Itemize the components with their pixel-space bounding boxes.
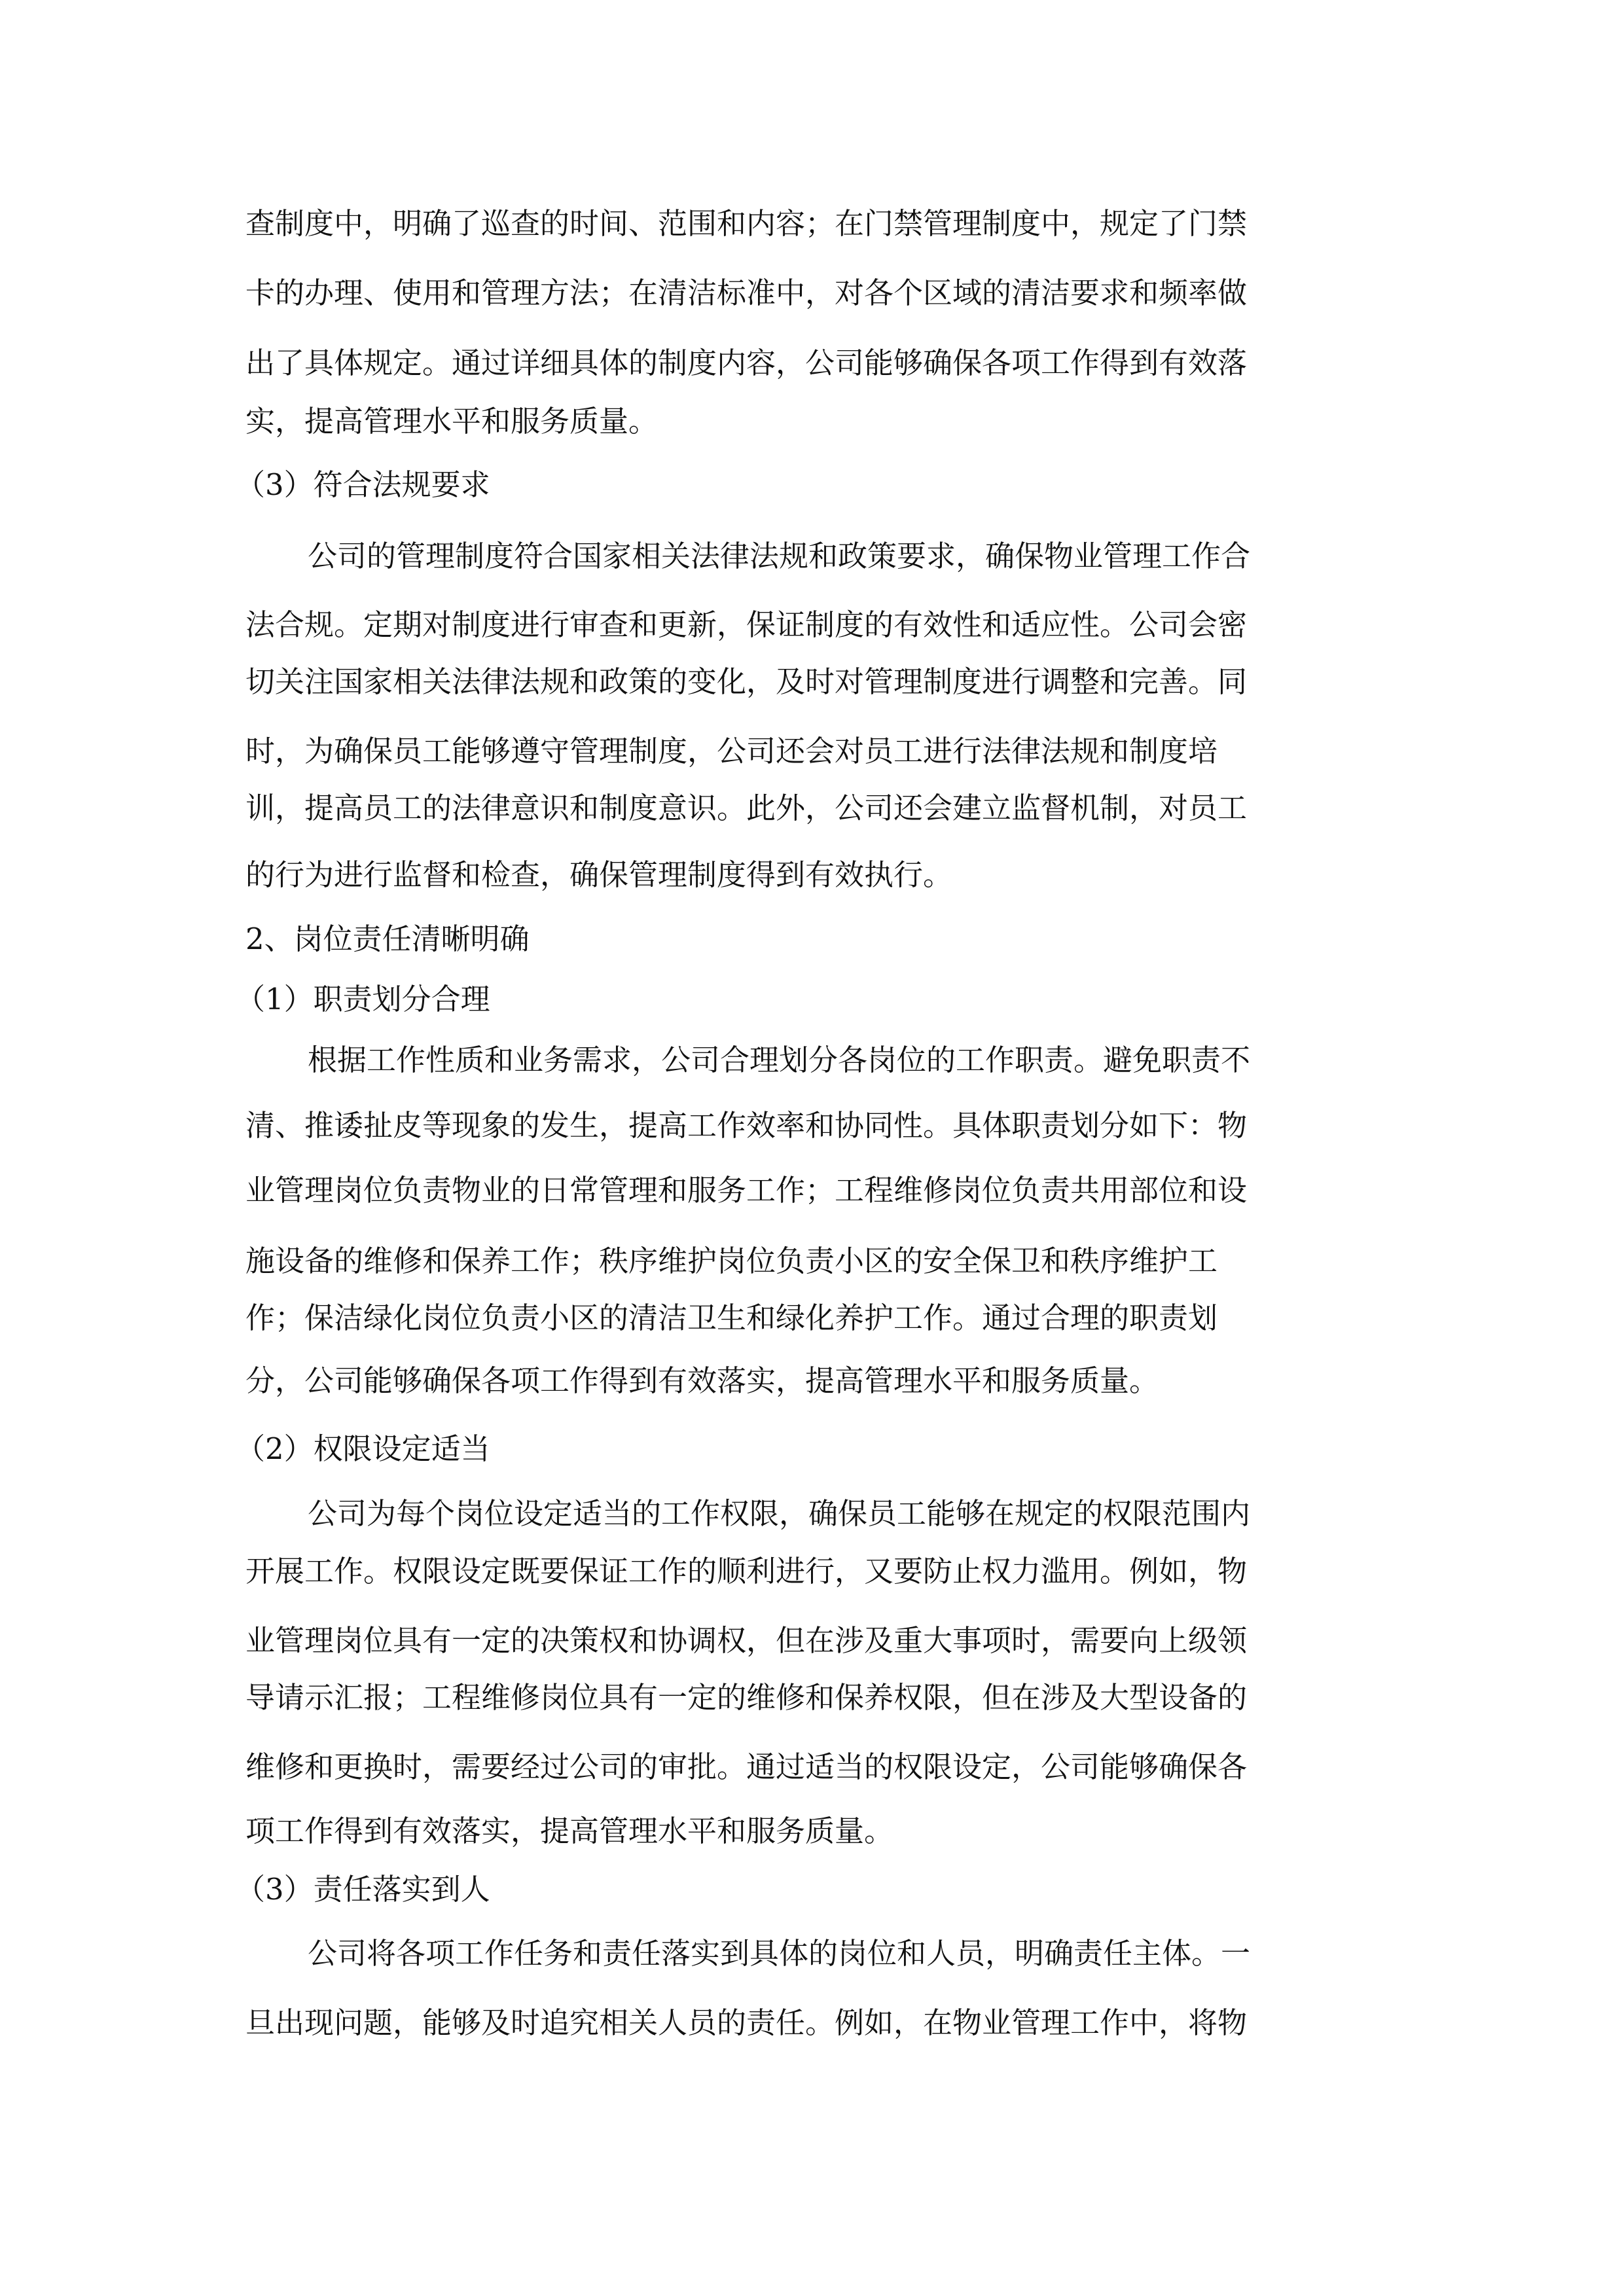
body-text-line: 训，提高员工的法律意识和制度意识。此外，公司还会建立监督机制，对员工 xyxy=(245,791,1248,825)
body-text-line: 清、推诿扯皮等现象的发生，提高工作效率和协同性。具体职责划分如下：物 xyxy=(245,1108,1248,1143)
body-text-line: 出了具体规定。通过详细具体的制度内容，公司能够确保各项工作得到有效落 xyxy=(245,346,1248,380)
body-text-line: 实，提高管理水平和服务质量。 xyxy=(245,404,659,439)
subsection-heading: （2）权限设定适当 xyxy=(236,1431,490,1466)
body-text-line: 的行为进行监督和检查，确保管理制度得到有效执行。 xyxy=(245,857,953,892)
body-text-line: 公司的管理制度符合国家相关法律法规和政策要求，确保物业管理工作合 xyxy=(308,539,1251,573)
body-text-line: 公司将各项工作任务和责任落实到具体的岗位和人员，明确责任主体。一 xyxy=(308,1936,1251,1971)
body-text-line: 施设备的维修和保养工作；秩序维护岗位负责小区的安全保卫和秩序维护工 xyxy=(245,1244,1218,1278)
body-text-line: 旦出现问题，能够及时追究相关人员的责任。例如，在物业管理工作中，将物 xyxy=(245,2005,1248,2040)
subsection-heading: （3）责任落实到人 xyxy=(236,1872,490,1907)
body-text-line: 根据工作性质和业务需求，公司合理划分各岗位的工作职责。避免职责不 xyxy=(308,1043,1251,1077)
body-text-line: 项工作得到有效落实，提高管理水平和服务质量。 xyxy=(245,1814,894,1848)
body-text-line: 卡的办理、使用和管理方法；在清洁标准中，对各个区域的清洁要求和频率做 xyxy=(245,276,1248,310)
subsection-heading: （1）职责划分合理 xyxy=(236,982,490,1016)
subsection-heading: （3）符合法规要求 xyxy=(236,467,490,502)
body-text-line: 公司为每个岗位设定适当的工作权限，确保员工能够在规定的权限范围内 xyxy=(308,1496,1251,1531)
body-text-line: 时，为确保员工能够遵守管理制度，公司还会对员工进行法律法规和制度培 xyxy=(245,734,1218,768)
section-heading: 2、岗位责任清晰明确 xyxy=(245,922,530,956)
body-text-line: 法合规。定期对制度进行审查和更新，保证制度的有效性和适应性。公司会密 xyxy=(245,607,1248,642)
body-text-line: 作；保洁绿化岗位负责小区的清洁卫生和绿化养护工作。通过合理的职责划 xyxy=(245,1300,1218,1335)
body-text-line: 切关注国家相关法律法规和政策的变化，及时对管理制度进行调整和完善。同 xyxy=(245,664,1248,699)
body-text-line: 查制度中，明确了巡查的时间、范围和内容；在门禁管理制度中，规定了门禁 xyxy=(245,206,1248,241)
body-text-line: 导请示汇报；工程维修岗位具有一定的维修和保养权限，但在涉及大型设备的 xyxy=(245,1680,1248,1715)
body-text-line: 业管理岗位负责物业的日常管理和服务工作；工程维修岗位负责共用部位和设 xyxy=(245,1173,1248,1208)
body-text-line: 分，公司能够确保各项工作得到有效落实，提高管理水平和服务质量。 xyxy=(245,1363,1159,1398)
body-text-line: 维修和更换时，需要经过公司的审批。通过适当的权限设定，公司能够确保各 xyxy=(245,1749,1248,1784)
body-text-line: 业管理岗位具有一定的决策权和协调权，但在涉及重大事项时，需要向上级领 xyxy=(245,1623,1248,1658)
body-text-line: 开展工作。权限设定既要保证工作的顺利进行，又要防止权力滥用。例如，物 xyxy=(245,1554,1248,1588)
